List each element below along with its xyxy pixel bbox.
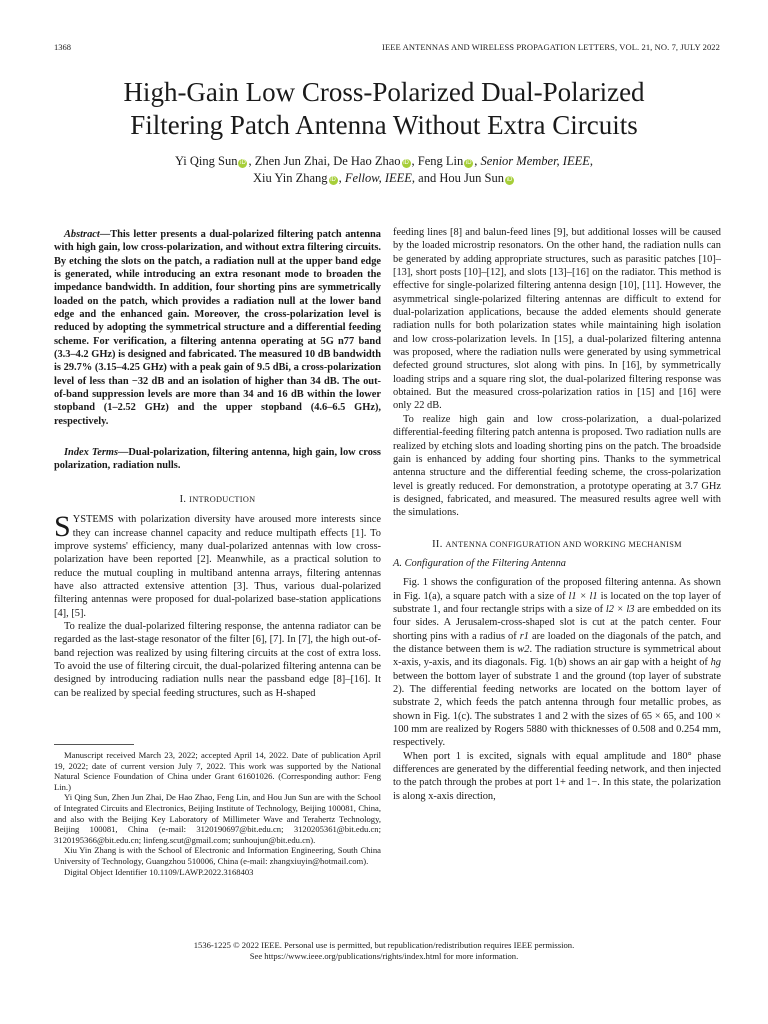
and-word: and	[418, 171, 437, 185]
footnote-rule	[54, 744, 134, 745]
author-list	[0, 153, 768, 187]
section-heading-2	[393, 538, 721, 551]
section-number: I.	[179, 494, 187, 505]
author-name: De Hao Zhao	[333, 154, 401, 168]
orcid-icon[interactable]: iD	[330, 177, 336, 183]
intro-text-1: YSTEMS with polarization diversity have aroused more interests since they can increase channel capacity and reduce multipath effects [1]. To improve systems' efficiency, many dual-polarized antennas with low cross-polarization have been reported [2]. Meanwhile, as a practical solution to reduce the mutual coupling in multiband antenna arrays, filtering antennas have also attracted extensive attention [3]. Thus, various dual-polarized filtering antennas were proposed for dual-polarized base-station applications [4], [5].	[54, 514, 381, 619]
orcid-icon[interactable]: iD	[403, 160, 409, 166]
math-run: hg	[710, 657, 721, 669]
intro-paragraph-1	[54, 510, 381, 620]
intro-paragraph-2: To realize the dual-polarized filtering response, the antenna radiator can be regarded as the last-stage resonator of the filter [6], [7]. In [7], the high out-of-band rejection was realized by using filtering circuits at the cost of extra loss. To avoid the use of filtering circuit, the dual-polarized filtering antenna can be designed by introducing radiation nulls near the passband edge [8]–[16]. It can be realized by special feeding structures, such as H-shaped	[54, 621, 381, 699]
section-heading	[54, 493, 381, 506]
author-name: Zhen Jun Zhai	[254, 154, 327, 168]
index-terms	[54, 446, 381, 473]
math-run: w2	[517, 643, 530, 655]
orcid-icon[interactable]: iD	[465, 160, 472, 166]
section-number: II.	[432, 538, 443, 550]
author-line-1: Yi Qing Sun iD , Zhen Jun Zhai, De Hao Zhao iD , Feng Lin iD , Senior Member, IEEE,	[174, 154, 594, 168]
copyright-line: 1536-1225 © 2022 IEEE. Personal use is permitted, but republication/redistribution requires IEEE permission.	[193, 940, 575, 950]
author-name: Xiu Yin Zhang	[253, 171, 328, 185]
text-run: Fig. 1 shows the configuration of the proposed filtering antenna. As shown in Fig. 1(a), a square patch with a size of	[393, 577, 721, 602]
journal-header: IEEE ANTENNAS AND WIRELESS PROPAGATION LETTERS, VOL. 21, NO. 7, JULY 2022	[382, 42, 720, 52]
author-name: Yi Qing Sun	[174, 154, 238, 168]
paper-title	[0, 76, 768, 142]
author-name: Hou Jun Sun	[439, 171, 504, 185]
footnote-doi: Digital Object Identifier 10.1109/LAWP.2022.3168403	[64, 866, 254, 877]
math-run: l2 × l3	[605, 603, 635, 615]
text-run: . The radiation structure is symmetrical about x-axis, y-axis, and its diagonals. Fig. 1(b) shows an air gap with a height of	[393, 643, 721, 669]
footnote-manuscript: Manuscript received March 23, 2022; accepted April 14, 2022. Date of publication April 19, 2022; date of current version July 7, 2022. This work was supported by the National Natural Science Foundation of China under Grant 61601026. (Corresponding author: Feng Lin.)	[54, 750, 381, 792]
abstract-text: —This letter presents a dual-polarized filtering patch antenna with high gain, low cross-polarization, and without extra filtering circuits. By etching the slots on the patch, a radiation null at the upper band edge is generated, while introducing an extra resonant mode to broaden the impedance bandwidth. In addition, four shorting pins are symmetrically loaded on the patch, which provides a radiation null at the lower band edge and the enhanced gain. Moreover, the cross-polarization level is reduced by adopting the symmetrical structure and a differential feeding scheme. For verification, a filtering antenna operating at 5G n77 band (3.3–4.2 GHz) is designed and fabricated. The measured 10 dB bandwidth is 29.7% (3.15–4.25 GHz) with a peak gain of 9.5 dBi, a cross-polarization level of less than −32 dB and an isolation of higher than 34 dB. The out-of-band suppression levels are more than 34 and 16 dB within the lower stopband (1–2.52 GHz) and the upper stopband (4.6–6.5 GHz), respectively.	[54, 229, 381, 427]
text-run: are loaded on the diagonals of the patch, and the distance between them is	[393, 630, 721, 655]
right-column	[393, 226, 721, 803]
orcid-icon[interactable]: iD	[240, 160, 246, 166]
page-number: 1368	[54, 42, 71, 52]
footnotes	[54, 750, 381, 877]
text-run: are embedded on its four sides. A Jerusalem-cross-shaped slot is cut at the patch center. Four shorting pins with a radius of	[393, 603, 721, 642]
rights-link[interactable]: See https://www.ieee.org/publications/rights/index.html for more information.	[249, 950, 519, 961]
footnote-affiliation-2: Xiu Yin Zhang is with the School of Electronic and Information Engineering, South China University of Technology, Guangzhou 510006, China (e-mail: zhangxiuyin@hotmail.com).	[54, 845, 381, 866]
abstract-label: Abstract	[64, 229, 100, 240]
author-name: Feng Lin	[417, 154, 464, 168]
footnote-affiliation-1: Yi Qing Sun, Zhen Jun Zhai, De Hao Zhao, Feng Lin, and Hou Jun Sun are with the School of Integrated Circuits and Electronics, Beijing Institute of Technology, Beijing 100081, China, and also with the Beijing Key Laboratory of Millimeter Wave and Terahertz Technology, Beijing 100081, China (e-mail: 3120190697@bit.edu.cn; 3120205361@bit.edu.cn; 3120195366@bit.edu.cn; linfeng.scut@gmail.com; sunhoujun@bit.edu.cn).	[54, 792, 381, 845]
right-paragraph-2: To realize high gain and low cross-polarization, a dual-polarized differential-feeding filtering patch antenna is proposed. Two radiation nulls are realized by etching slots and loading shorting pins on the patch. The broadside gain is enhanced by adding four shorting pins. Thanks to the symmetrical antenna structure and the differential feeding scheme, the cross-polarization level is greatly reduced. For demonstration, a prototype operating at 3.7 GHz is designed, fabricated, and measured. The measured results agree well with the simulations.	[393, 413, 721, 519]
author-membership: Senior Member, IEEE	[480, 154, 590, 168]
index-terms-text: —Dual-polarization, filtering antenna, high gain, low cross polarization, radiation nulls.	[54, 447, 381, 472]
section-title: INTRODUCTION	[189, 495, 256, 504]
math-run: r1	[519, 630, 529, 642]
right-paragraph-1: feeding lines [8] and balun-feed lines [9], but additional losses will be caused by the loaded microstrip resonators. On the other hand, the radiation nulls can be generated by adding appropriate structures, such as parasitic patches [10]–[13], short posts [10]–[12], and slots [13]–[16] on the radiator. This method is effective for single-polarized filtering antenna design [10], [11]. However, the asymmetrical single-polarized filtering antennas are difficult to extend for dual-polarization applications, because the added elements should generate radiation nulls for both polarization states while maintaining high isolation and low cross-polarization levels. In [15], a dual-polarized filtering antenna was proposed, where the radiation nulls were generated by using symmetrical defected ground structures, slot along with pins. In [16], by symmetrically loading strips and a square ring slot, the dual-polarized filtering response was obtained. But the measured cross-polarization ratios in [15] and [16] were only 22 dB.	[393, 227, 721, 412]
subsection-title: Configuration of the Filtering Antenna	[404, 557, 566, 569]
math-run: l1 × l1	[568, 590, 598, 602]
title-line-1: High-Gain Low Cross-Polarized Dual-Polarized Filtering Patch Antenna Without Extra Circuits	[123, 77, 645, 140]
copyright-footer	[0, 940, 768, 961]
text-run: between the bottom layer of substrate 1 and the ground (top layer of substrate 2). The differential feeding networks are located on the bottom layer of substrate 2, which feeds the patch antenna through four metallic probes, as shown in Fig. 1(c). The substrates 1 and 2 with the sizes of 65 × 65, and 100 × 100 mm are realized by Rogers 5880 with thicknesses of 0.508 and 0.254 mm, respectively.	[393, 670, 721, 749]
abstract	[54, 228, 381, 428]
drop-cap: S	[54, 510, 71, 544]
text-run: is located on the top layer of substrate 1, and four rectangle strips with a size of	[393, 590, 722, 615]
author-line-2: Xiu Yin Zhang iD , Fellow, IEEE, and Hou Jun Sun iD	[253, 171, 513, 185]
subsection-label: A.	[393, 557, 402, 569]
right-paragraph-4: When port 1 is excited, signals with equal amplitude and 180° phase differences are generated by the differential feeding network, and then injected to the patch through the probes at port 1+ and 1−. In this state, the polarization is along x-axis direction,	[393, 750, 721, 802]
author-membership: Fellow, IEEE	[344, 171, 412, 185]
right-paragraph-3	[393, 576, 721, 749]
orcid-icon[interactable]: iD	[506, 177, 513, 183]
section-introduction	[54, 493, 381, 700]
section-title: ANTENNA CONFIGURATION AND WORKING MECHANISM	[445, 539, 682, 549]
subsection-heading	[393, 557, 721, 570]
index-terms-label: Index Terms	[64, 447, 119, 458]
